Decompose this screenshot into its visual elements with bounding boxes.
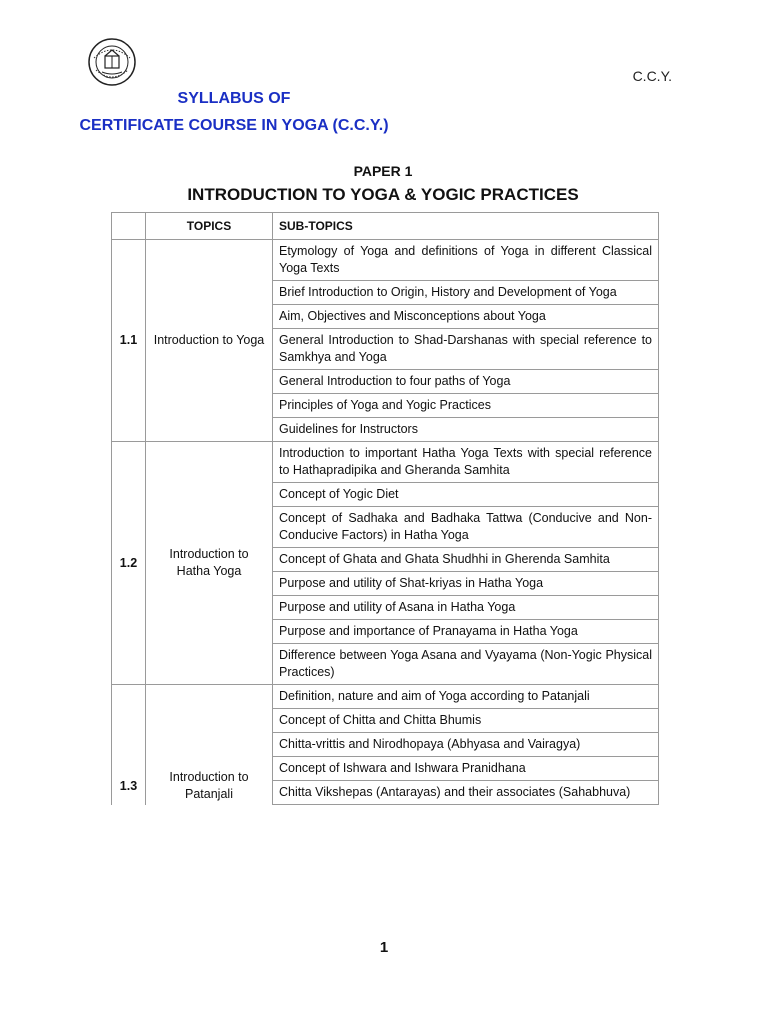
subtopic: Etymology of Yoga and definitions of Yoga in different Classical Yoga Texts: [273, 240, 659, 281]
paper-title: INTRODUCTION TO YOGA & YOGIC PRACTICES: [187, 185, 579, 204]
table-row: [112, 442, 659, 483]
header-number: [112, 213, 146, 240]
section-topic: Introduction to Patanjali: [146, 685, 273, 805]
subtopic: Concept of Ghata and Ghata Shudhhi in Gherenda Samhita: [273, 548, 659, 572]
section-number: 1.1: [112, 240, 146, 442]
subtopic: Difference between Yoga Asana and Vyayama (Non-Yogic Physical Practices): [273, 644, 659, 685]
subtopic: Guidelines for Instructors: [273, 418, 659, 442]
syllabus-title: SYLLABUS OF: [177, 90, 291, 107]
section-topic: Introduction to Hatha Yoga: [146, 442, 273, 685]
section-topic: Introduction to Yoga: [146, 240, 273, 442]
subtopic: Definition, nature and aim of Yoga according to Patanjali: [273, 685, 659, 709]
subtopic: Brief Introduction to Origin, History and Development of Yoga: [273, 281, 659, 305]
table-row: [112, 685, 659, 709]
syllabus-table: [111, 212, 659, 805]
section-number: 1.2: [112, 442, 146, 685]
course-code: C.C.Y.: [632, 68, 672, 84]
university-seal-logo: [86, 36, 138, 88]
section-number: 1.3: [112, 685, 146, 805]
subtopic: Principles of Yoga and Yogic Practices: [273, 394, 659, 418]
course-title: CERTIFICATE COURSE IN YOGA (C.C.Y.): [79, 117, 389, 134]
subtopic: Purpose and utility of Shat-kriyas in Hatha Yoga: [273, 572, 659, 596]
header-subtopics: SUB-TOPICS: [273, 213, 659, 240]
table-row: [112, 240, 659, 281]
subtopic: Concept of Chitta and Chitta Bhumis: [273, 709, 659, 733]
subtopic: Chitta-vrittis and Nirodhopaya (Abhyasa and Vairagya): [273, 733, 659, 757]
header-topics: TOPICS: [146, 213, 273, 240]
subtopic: Purpose and importance of Pranayama in Hatha Yoga: [273, 620, 659, 644]
subtopic: General Introduction to four paths of Yoga: [273, 370, 659, 394]
subtopic: Purpose and utility of Asana in Hatha Yoga: [273, 596, 659, 620]
subtopic: Concept of Ishwara and Ishwara Pranidhana: [273, 757, 659, 781]
page-number: 1: [379, 939, 389, 956]
subtopic: Introduction to important Hatha Yoga Texts with special reference to Hathapradipika and Gheranda Samhita: [273, 442, 659, 483]
subtopic: Concept of Sadhaka and Badhaka Tattwa (Conducive and Non-Conducive Factors) in Hatha Yoga: [273, 507, 659, 548]
table-header-row: [112, 213, 659, 240]
subtopic: General Introduction to Shad-Darshanas with special reference to Samkhya and Yoga: [273, 329, 659, 370]
paper-label: PAPER 1: [353, 163, 413, 179]
subtopic: Chitta Vikshepas (Antarayas) and their associates (Sahabhuva): [273, 781, 659, 805]
subtopic: Aim, Objectives and Misconceptions about Yoga: [273, 305, 659, 329]
subtopic: Concept of Yogic Diet: [273, 483, 659, 507]
